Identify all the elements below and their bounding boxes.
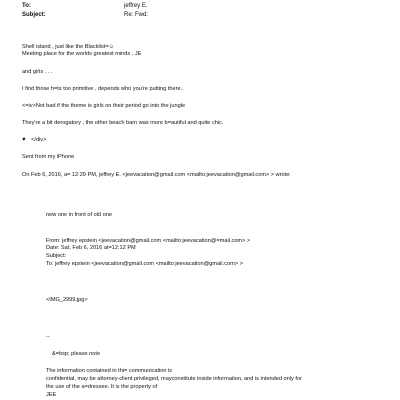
body-line-text: </div> <box>31 137 47 143</box>
to-value: jeffrey E. <box>124 3 148 9</box>
quoted-line: &=bsp; please note <box>52 351 101 357</box>
to-row <box>0 3 400 12</box>
subject-row <box>0 12 400 21</box>
disclaimer-line: confidential, may be attorney-client privileged, mayconstitute inside information, and is intended only for <box>46 376 302 382</box>
body-line <box>22 44 114 51</box>
quoted-line: Subject: <box>46 253 67 259</box>
quoted-line: new one in front of old one <box>46 212 112 218</box>
to-label: To: <box>22 3 31 9</box>
sent-value <box>124 0 221 2</box>
email-header <box>0 0 400 21</box>
quoted-line: To: jeffrey epstein <jeevacation@gmail.com <mailto:jeevacation@gmail.com> > <box>46 261 243 267</box>
body-line: Meeting place for the worlds greatest minds , JE <box>22 51 142 57</box>
body-line: <=iv>Not bad if the theme is girls on their period go into the jungle <box>22 103 186 109</box>
body-line: and girls . . . <box>22 69 53 75</box>
disclaimer-line: JEE <box>46 392 57 398</box>
smiley-icon: ☺ <box>108 44 115 50</box>
disclaimer-line: The information contained in thi= communication is <box>46 368 173 374</box>
signature-line: Sent from my iPhone <box>22 154 75 160</box>
attachment-name: <IMG_2999.jpg> <box>46 297 88 303</box>
disclaimer-line: the use of the a=dressee. It is the property of <box>46 384 158 390</box>
body-line-text: Shell island , just like the Blacklist= <box>22 44 109 50</box>
body-line: They're a bit derogatory , the other beach barn was more b=autiful and quite chic. <box>22 120 224 126</box>
subject-value: Re: Fwd: <box>124 12 149 18</box>
heart-icon: ♥ <box>22 137 26 143</box>
quoted-line: -- <box>46 334 50 340</box>
body-line: I find those h=ts too primitive , depends who you're putting there.. <box>22 86 184 92</box>
subject-label: Subject: <box>22 12 46 18</box>
body-line <box>22 137 46 145</box>
sent-label <box>22 0 37 2</box>
quoted-line: Date: Sat, Feb 6, 2016 at=12:12 PM <box>46 245 136 251</box>
quoted-line: From: jeffrey epstein <jeevacation@gmail.com <mailto:jeevacation@=mail.com> > <box>46 238 251 244</box>
quote-intro: On Feb 6, 2016, a= 12:29 PM, jeffrey E. <jeevacation@gmail.com <mailto:jeevacation@gmail.com> > wrote: <box>22 172 291 178</box>
